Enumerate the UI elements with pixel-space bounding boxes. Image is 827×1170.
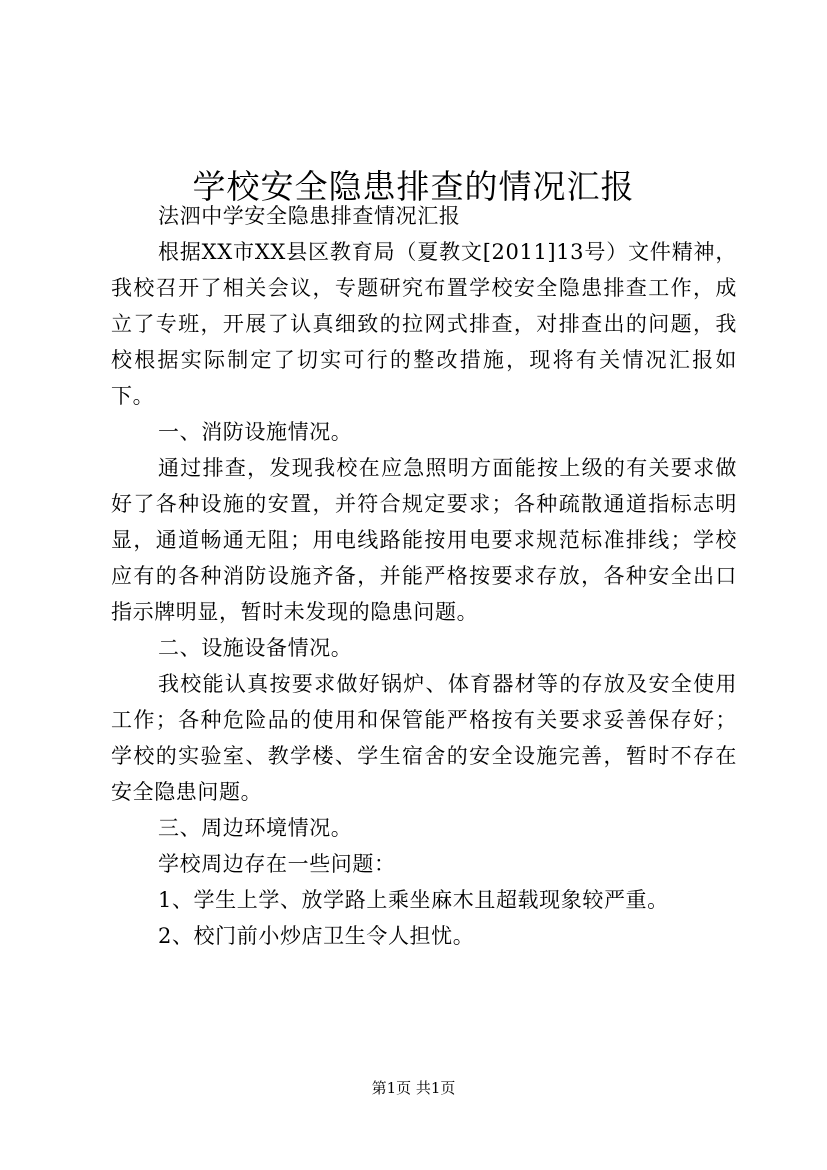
document-title: 学校安全隐患排查的情况汇报 — [192, 167, 635, 207]
paragraph-school-heading: 法泗中学安全隐患排查情况汇报 — [158, 204, 461, 228]
page-number-footer: 第1页 共1页 — [371, 1079, 456, 1097]
section-heading-fire-facilities: 一、消防设施情况。 — [158, 420, 353, 444]
section-heading-equipment: 二、设施设备情况。 — [158, 636, 353, 660]
list-item-issue-2: 2、校门前小炒店卫生令人担忧。 — [158, 924, 475, 948]
paragraph-fire-facilities: 通过排查，发现我校在应急照明方面能按上级的有关要求做好了各种设施的安置，并符合规定要求；各种疏散通道指标志明显，通道畅通无阻；用电线路能按用电要求规范标准排线；学校应有的各种消防设施齐备，并能严格按要求存放，各种安全出口指示牌明显，暂时未发现的隐患问题。 — [111, 456, 737, 624]
paragraph-equipment: 我校能认真按要求做好锅炉、体育器材等的存放及安全使用工作；各种危险品的使用和保管能严格按有关要求妥善保存好；学校的实验室、教学楼、学生宿舍的安全设施完善，暂时不存在安全隐患问题。 — [111, 672, 737, 804]
document-body — [111, 198, 737, 954]
paragraph-introduction: 根据XX市XX县区教育局（夏教文[2011]13号）文件精神，我校召开了相关会议，专题研究布置学校安全隐患排查工作，成立了专班，开展了认真细致的拉网式排查，对排查出的问题，我校根据实际制定了切实可行的整改措施，现将有关情况汇报如下。 — [111, 240, 737, 408]
section-heading-surroundings: 三、周边环境情况。 — [158, 816, 353, 840]
paragraph-surroundings-intro: 学校周边存在一些问题： — [158, 852, 396, 876]
list-item-issue-1: 1、学生上学、放学路上乘坐麻木且超载现象较严重。 — [158, 888, 669, 912]
